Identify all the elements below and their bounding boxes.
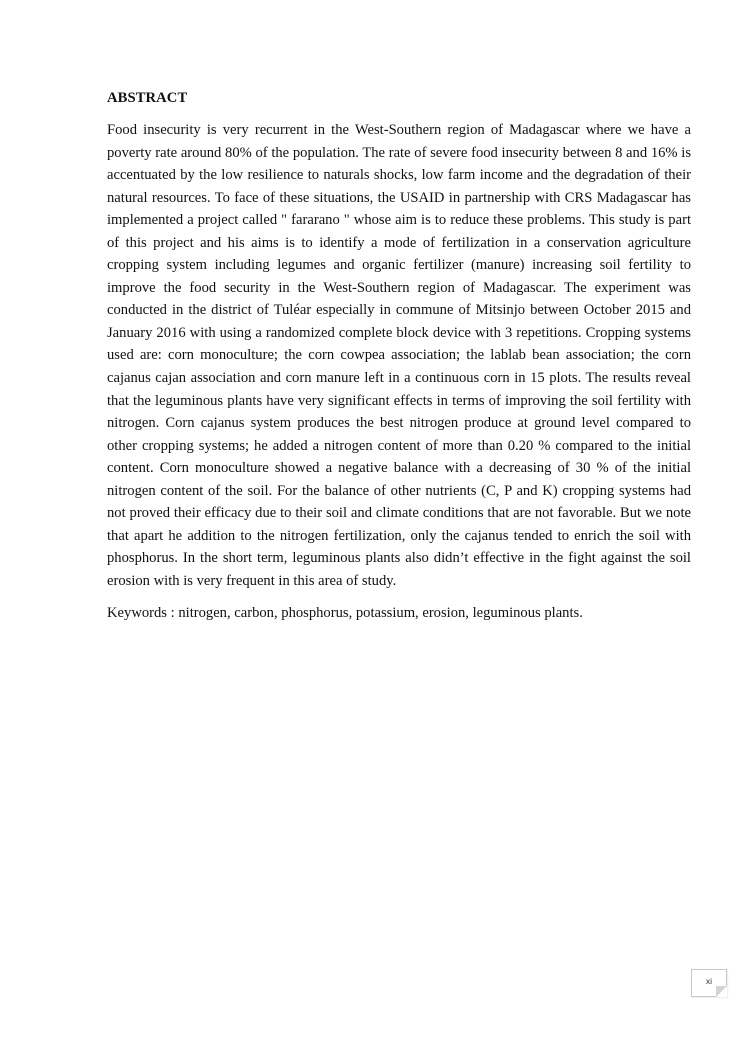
section-heading: ABSTRACT [107,90,188,106]
page-curl-icon [716,986,727,997]
page-number: xi [705,976,713,986]
abstract-paragraph: Food insecurity is very recurrent in the West-Southern region of Madagascar where we have a poverty rate around 80% of the population. The rate of severe food insecurity between 8 and 16% is accentuated by the low resilience to naturals shocks, low farm income and the degradation of their natural resources. To face of these situations, the USAID in partnership with CRS Madagascar has implemented a project called " fararano " whose aim is to reduce these problems. This study is part of this project and his aims is to identify a mode of fertilization in a conservation agriculture cropping system including legumes and organic fertilizer (manure) increasing soil fertility to improve the food security in the West-Southern region of Madagascar. The experiment was conducted in the district of Tuléar especially in commune of Mitsinjo between October 2015 and January 2016 with using a randomized complete block device with 3 repetitions. Cropping systems used are: corn monoculture; the corn cowpea association; the lablab bean association; the corn cajanus cajan association and corn manure left in a continuous corn in 15 plots. The results reveal that the leguminous plants have very significant effects in terms of improving the soil fertility with nitrogen. Corn cajanus system produces the best nitrogen produce at ground level compared to other cropping systems; he added a nitrogen content of more than 0.20 % compared to the initial content. Corn monoculture showed a negative balance with a decreasing of 30 % of the initial nitrogen content of the soil. For the balance of other nutrients (C, P and K) cropping systems had not proved their efficacy due to their soil and climate conditions that are not favorable. But we note that apart he addition to the nitrogen fertilization, only the cajanus tended to enrich the soil with phosphorus. In the short term, leguminous plants also didn’t effective in the fight against the soil erosion with is very frequent in this area of study. [107,122,691,589]
keywords-line: Keywords : nitrogen, carbon, phosphorus, potassium, erosion, leguminous plants. [107,605,583,622]
page-number-badge [691,969,727,997]
abstract-section [107,88,691,625]
